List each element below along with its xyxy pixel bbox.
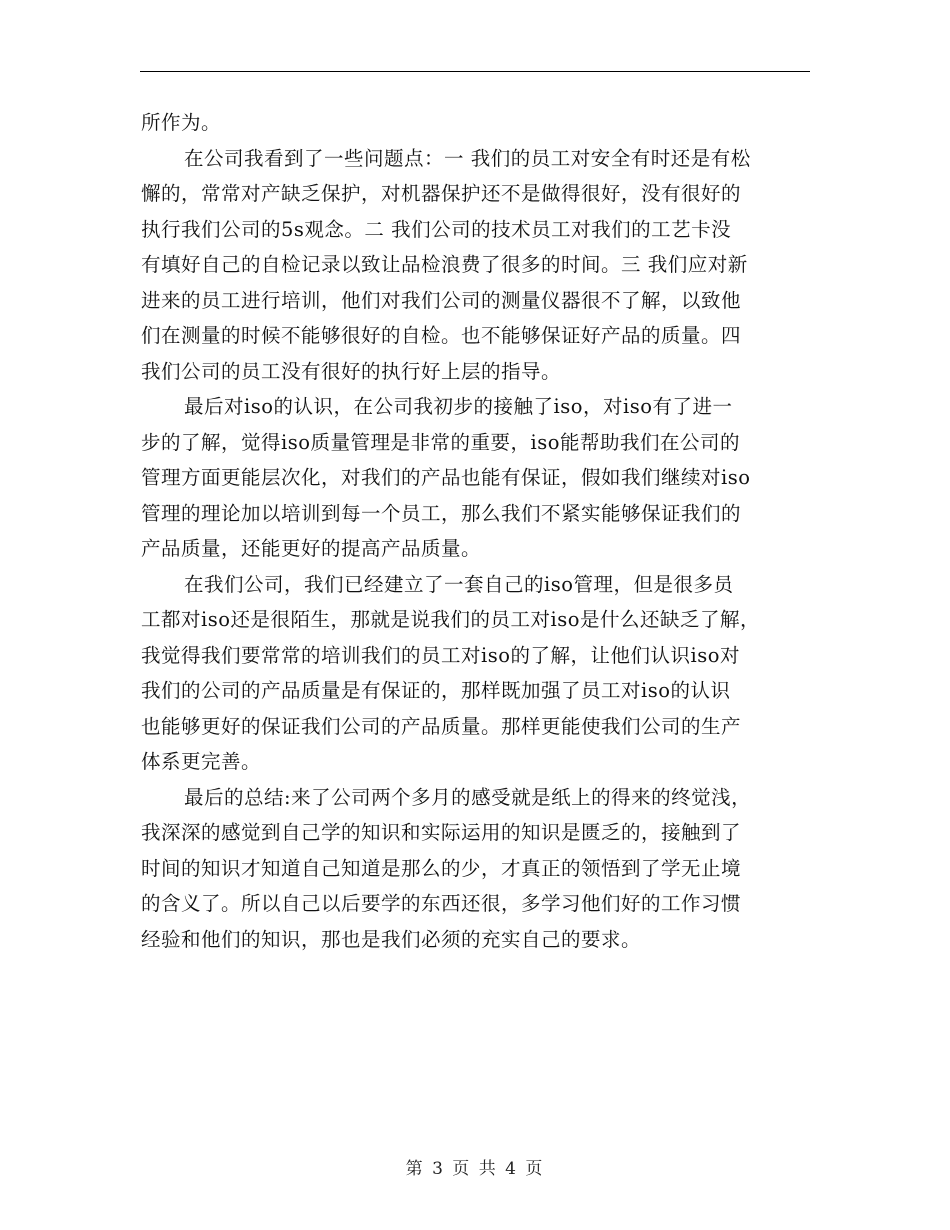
text-line: 的含义了。所以自己以后要学的东西还很，多学习他们好的工作习惯 <box>141 892 742 915</box>
text-line: 所作为。 <box>141 111 222 134</box>
text-line: 执行我们公司的5s观念。二 我们公司的技术员工对我们的工艺卡没 <box>141 217 732 241</box>
text-line: 经验和他们的知识，那也是我们必须的充实自己的要求。 <box>141 927 642 951</box>
text-line: 我们的公司的产品质量是有保证的，那样既加强了员工对iso的认识 <box>141 679 731 702</box>
text-line: 管理方面更能层次化，对我们的产品也能有保证，假如我们继续对iso <box>141 466 751 489</box>
text-line: 们在测量的时候不能够很好的自检。也不能够保证好产品的质量。四 <box>141 324 742 347</box>
text-line: 有填好自己的自检记录以致让品检浪费了很多的时间。三 我们应对新 <box>141 253 748 276</box>
text-line: 产品质量，还能更好的提高产品质量。 <box>141 537 482 560</box>
header-rule <box>140 71 810 72</box>
text-line: 进来的员工进行培训，他们对我们公司的测量仪器很不了解，以致他 <box>141 288 742 312</box>
text-line: 时间的知识才知道自己知道是那么的少，才真正的领悟到了学无止境 <box>141 856 742 880</box>
paragraph-start-line: 最后的总结:来了公司两个多月的感受就是纸上的得来的终觉浅， <box>184 785 752 809</box>
page-number-footer: 第 3 页 共 4 页 <box>405 1159 545 1179</box>
body-text <box>141 105 816 957</box>
text-line: 也能够更好的保证我们公司的产品质量。那样更能使我们公司的生产 <box>141 714 742 738</box>
paragraph-start-line: 最后对iso的认识，在公司我初步的接触了iso，对iso有了进一 <box>184 395 733 418</box>
text-line: 工都对iso还是很陌生，那就是说我们的员工对iso是什么还缺乏了解， <box>141 608 760 631</box>
paragraph-start-line: 在我们公司，我们已经建立了一套自己的iso管理，但是很多员 <box>184 572 734 596</box>
text-line: 管理的理论加以培训到每一个员工，那么我们不紧实能够保证我们的 <box>141 501 742 525</box>
text-line: 懈的，常常对产缺乏保护，对机器保护还不是做得很好，没有很好的 <box>141 182 742 205</box>
text-line: 我觉得我们要常常的培训我们的员工对iso的了解，让他们认识iso对 <box>141 643 740 667</box>
text-line: 体系更完善。 <box>141 750 262 773</box>
text-line: 步的了解，觉得iso质量管理是非常的重要，iso能帮助我们在公司的 <box>141 430 740 454</box>
text-line: 我深深的感觉到自己学的知识和实际运用的知识是匮乏的，接触到了 <box>141 821 742 844</box>
text-line: 我们公司的员工没有很好的执行好上层的指导。 <box>141 359 562 383</box>
paragraph-start-line: 在公司我看到了一些问题点：一 我们的员工对安全有时还是有松 <box>184 146 751 170</box>
